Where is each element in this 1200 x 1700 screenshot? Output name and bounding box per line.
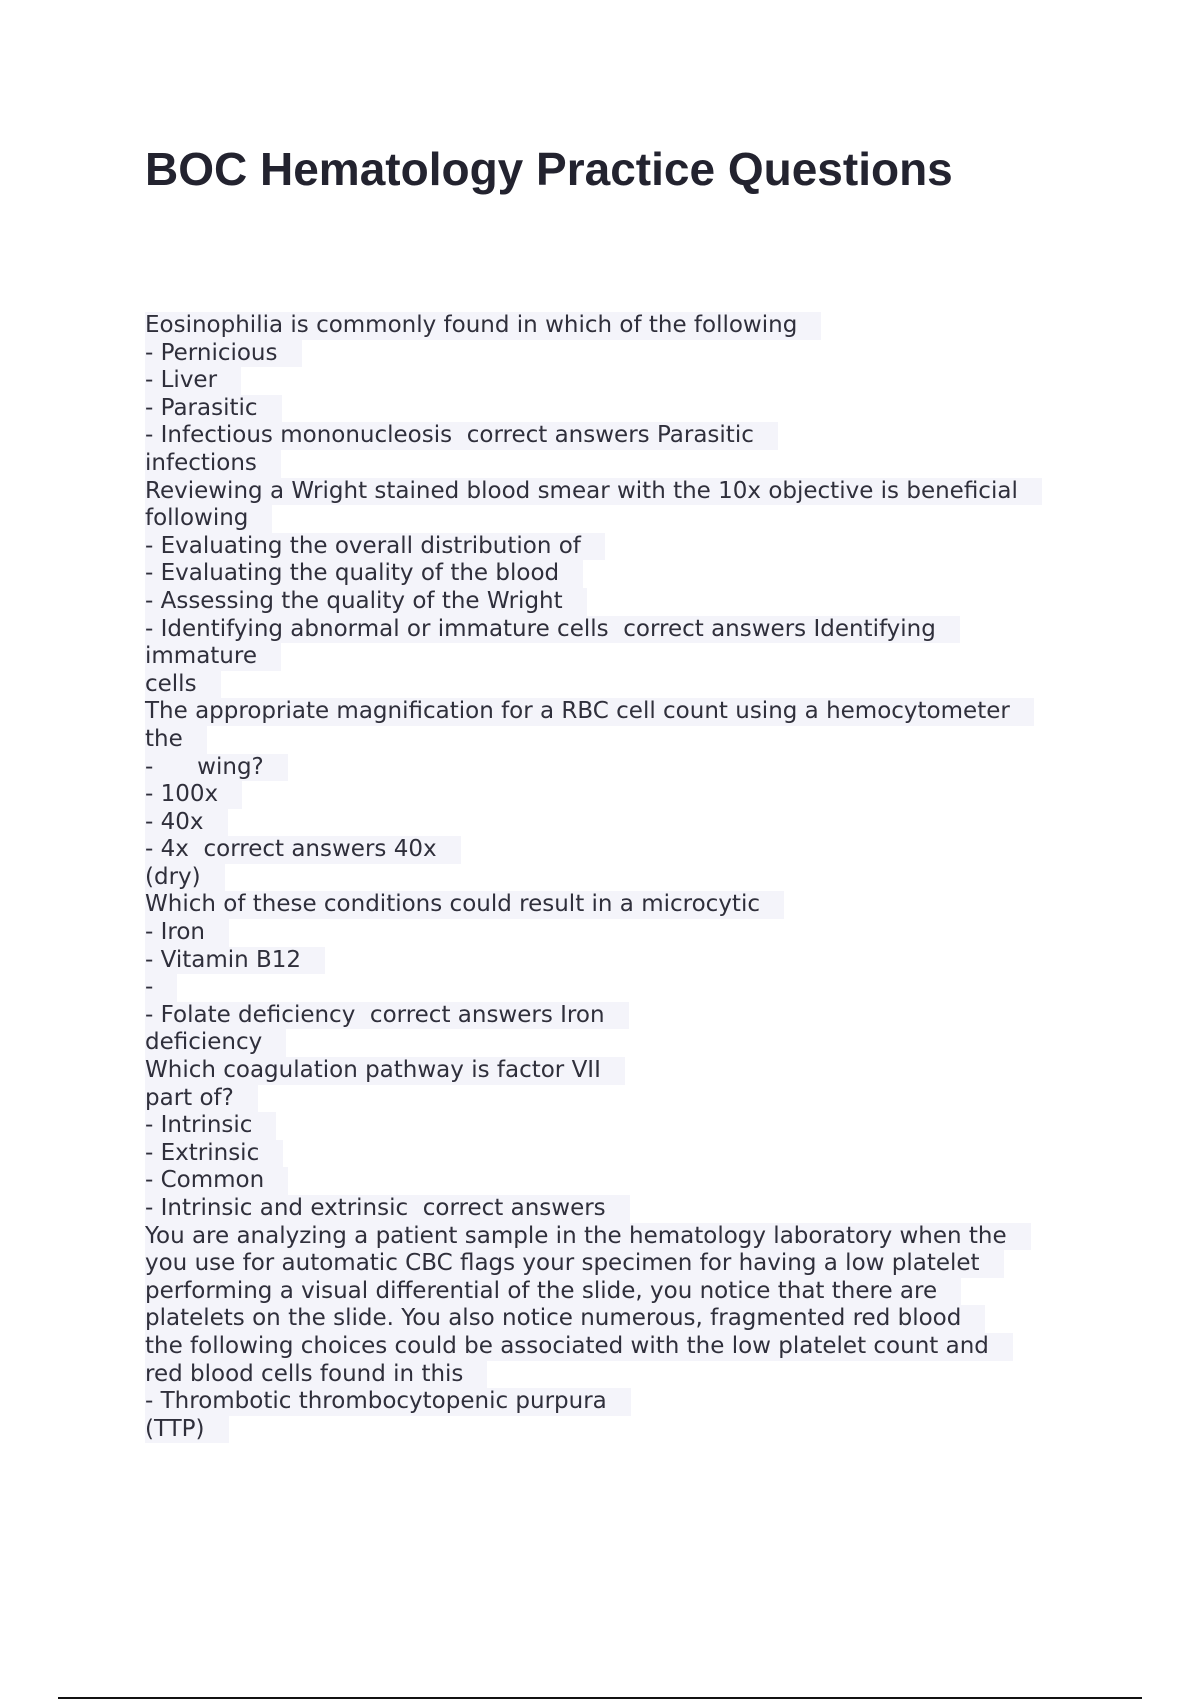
text-line: - Intrinsic and extrinsic correct answers: [145, 1195, 1145, 1223]
text-line: - Evaluating the quality of the blood: [145, 560, 1145, 588]
text-line: - Identifying abnormal or immature cells correct answers Identifying: [145, 616, 1145, 644]
text-line: platelets on the slide. You also notice numerous, fragmented red blood: [145, 1305, 1145, 1333]
text-line: the following choices could be associated with the low platelet count and: [145, 1333, 1145, 1361]
text-line: - Infectious mononucleosis correct answers Parasitic: [145, 422, 1145, 450]
text-line: you use for automatic CBC flags your specimen for having a low platelet: [145, 1250, 1145, 1278]
text-line: immature: [145, 643, 1145, 671]
text-line: - Iron: [145, 919, 1145, 947]
page-title: BOC Hematology Practice Questions: [145, 143, 953, 195]
text-line: - Folate deficiency correct answers Iron: [145, 1002, 1145, 1030]
text-line: - Common: [145, 1167, 1145, 1195]
text-line: (TTP): [145, 1416, 1145, 1444]
text-line: The appropriate magnification for a RBC cell count using a hemocytometer: [145, 698, 1145, 726]
text-line: - 40x: [145, 809, 1145, 837]
text-line: following: [145, 505, 1145, 533]
text-line: Which coagulation pathway is factor VII: [145, 1057, 1145, 1085]
document-body: [145, 312, 1145, 1443]
text-line: infections: [145, 450, 1145, 478]
text-line: - Pernicious: [145, 340, 1145, 368]
text-line: - Intrinsic: [145, 1112, 1145, 1140]
text-line: - wing?: [145, 754, 1145, 782]
text-line: Which of these conditions could result in a microcytic: [145, 891, 1145, 919]
text-line: You are analyzing a patient sample in the hematology laboratory when the: [145, 1223, 1145, 1251]
text-line: part of?: [145, 1085, 1145, 1113]
text-line: -: [145, 974, 1145, 1002]
text-line: cells: [145, 671, 1145, 699]
text-line: performing a visual differential of the slide, you notice that there are: [145, 1278, 1145, 1306]
text-line: - Evaluating the overall distribution of: [145, 533, 1145, 561]
text-line: - Thrombotic thrombocytopenic purpura: [145, 1388, 1145, 1416]
text-line: - Parasitic: [145, 395, 1145, 423]
footer-divider: [58, 1697, 1142, 1699]
text-line: Eosinophilia is commonly found in which of the following: [145, 312, 1145, 340]
text-line: - Liver: [145, 367, 1145, 395]
text-line: - Assessing the quality of the Wright: [145, 588, 1145, 616]
text-line: (dry): [145, 864, 1145, 892]
text-line: deficiency: [145, 1029, 1145, 1057]
text-line: red blood cells found in this: [145, 1361, 1145, 1389]
text-line: - 100x: [145, 781, 1145, 809]
text-line: the: [145, 726, 1145, 754]
text-line: - 4x correct answers 40x: [145, 836, 1145, 864]
text-line: Reviewing a Wright stained blood smear with the 10x objective is beneficial: [145, 478, 1145, 506]
text-line: - Vitamin B12: [145, 947, 1145, 975]
text-line: - Extrinsic: [145, 1140, 1145, 1168]
